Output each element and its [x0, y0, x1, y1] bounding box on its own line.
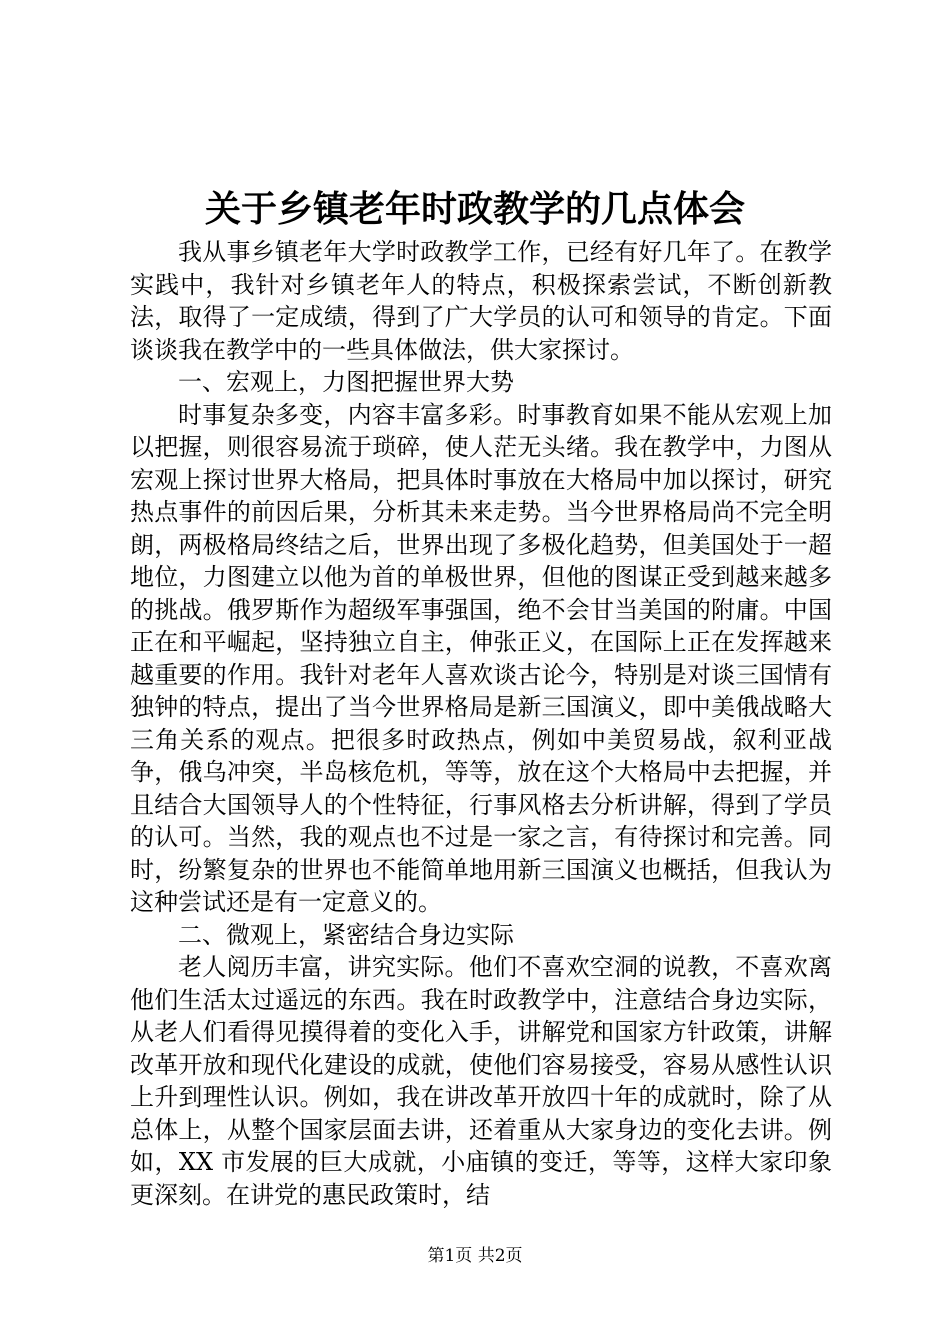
- intro-paragraph: 我从事乡镇老年大学时政教学工作，已经有好几年了。在教学实践中，我针对乡镇老年人的特点，积极探索尝试，不断创新教法，取得了一定成绩，得到了广大学员的认可和领导的肯定。下面谈谈我在教学中的一些具体做法，供大家探讨。: [130, 238, 832, 364]
- macro-paragraph: 时事复杂多变，内容丰富多彩。时事教育如果不能从宏观上加以把握，则很容易流于琐碎，使人茫无头绪。我在教学中，力图从宏观上探讨世界大格局，把具体时事放在大格局中加以探讨，研究热点事件的前因后果，分析其未来走势。当今世界格局尚不完全明朗，两极格局终结之后，世界出现了多极化趋势，但美国处于一超地位，力图建立以他为首的单极世界，但他的图谋正受到越来越多的挑战。俄罗斯作为超级军事强国，绝不会甘当美国的附庸。中国正在和平崛起，坚持独立自主，伸张正义，在国际上正在发挥越来越重要的作用。我针对老年人喜欢谈古论今，特别是对谈三国情有独钟的特点，提出了当今世界格局是新三国演义，即中美俄战略大三角关系的观点。把很多时政热点，例如中美贸易战，叙利亚战争，俄乌冲突，半岛核危机，等等，放在这个大格局中去把握，并且结合大国领导人的个性特征，行事风格去分析讲解，得到了学员的认可。当然，我的观点也不过是一家之言，有待探讨和完善。同时，纷繁复杂的世界也不能简单地用新三国演义也概括，但我认为这种尝试还是有一定意义的。: [130, 400, 832, 916]
- section-heading-micro: 二、微观上，紧密结合身边实际: [178, 920, 514, 949]
- section-heading-macro: 一、宏观上，力图把握世界大势: [178, 368, 514, 396]
- document-title: 关于乡镇老年时政教学的几点体会: [204, 189, 745, 230]
- micro-paragraph: 老人阅历丰富，讲究实际。他们不喜欢空洞的说教，不喜欢离他们生活太过遥远的东西。我在时政教学中，注意结合身边实际，从老人们看得见摸得着的变化入手，讲解党和国家方针政策，讲解改革开放和现代化建设的成就，使他们容易接受，容易从感性认识上升到理性认识。例如，我在讲改革开放四十年的成就时，除了从总体上，从整个国家层面去讲，还着重从大家身边的变化去讲。例如，XX 市发展的巨大成就，小庙镇的变迁，等等，这样大家印象更深刻。在讲党的惠民政策时，结: [130, 953, 832, 1209]
- document-body: [130, 236, 832, 1211]
- page-footer: 第1页 共2页: [427, 1246, 523, 1266]
